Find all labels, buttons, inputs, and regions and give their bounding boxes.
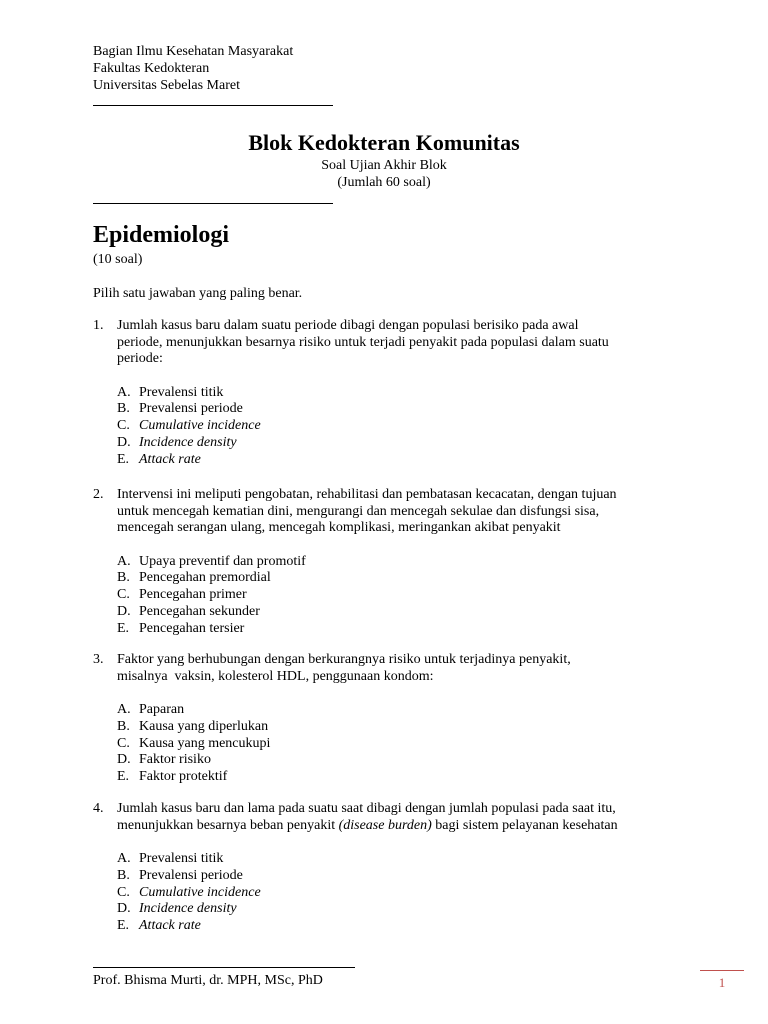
stem-line xyxy=(117,818,693,835)
question-total: (Jumlah 60 soal) xyxy=(337,175,431,190)
option-b xyxy=(117,401,673,418)
option-text: Pencegahan premordial xyxy=(139,570,271,586)
stem-line: periode, menunjukkan besarnya risiko untuk terjadi penyakit pada populasi dalam suatu xyxy=(117,334,609,350)
option-b xyxy=(117,570,673,587)
option-text: Incidence density xyxy=(139,901,237,917)
option-a xyxy=(117,851,693,868)
option-text: Prevalensi periode xyxy=(139,867,243,883)
title-divider xyxy=(93,203,333,204)
option-text: Upaya preventif dan promotif xyxy=(139,553,306,569)
option-a xyxy=(117,385,673,402)
section-heading: Epidemiologi xyxy=(93,222,230,248)
option-text: Pencegahan tersier xyxy=(139,620,245,636)
option-c xyxy=(117,418,673,435)
document-title: Blok Kedokteran Komunitas xyxy=(248,130,520,155)
footer-divider xyxy=(93,967,355,968)
question-1 xyxy=(93,318,673,468)
question-stem xyxy=(117,318,673,368)
stem-line: misalnya vaksin, kolesterol HDL, penggunaan kondom: xyxy=(117,668,434,684)
option-letter: D. xyxy=(117,752,131,768)
option-c xyxy=(117,736,673,753)
section-question-count: (10 soal) xyxy=(93,252,143,267)
option-letter: A. xyxy=(117,851,131,866)
header-department: Bagian Ilmu Kesehatan Masyarakat xyxy=(93,44,294,59)
stem-line: mencegah serangan ulang, mencegah komplikasi, meringankan akibat penyakit xyxy=(117,520,561,535)
option-text: Prevalensi periode xyxy=(139,401,243,417)
option-list xyxy=(117,702,673,786)
option-e xyxy=(117,918,693,935)
option-e xyxy=(117,621,673,638)
option-text: Prevalensi titik xyxy=(139,851,224,866)
option-letter: A. xyxy=(117,702,131,717)
option-letter: E. xyxy=(117,451,130,467)
option-e xyxy=(117,452,673,469)
option-text: Attack rate xyxy=(139,918,201,934)
option-letter: A. xyxy=(117,384,131,400)
option-letter: C. xyxy=(117,418,130,434)
option-text: Faktor protektif xyxy=(139,769,228,785)
option-letter: D. xyxy=(117,603,131,619)
header-university: Universitas Sebelas Maret xyxy=(93,78,240,93)
option-letter: C. xyxy=(117,884,130,900)
option-b xyxy=(117,719,673,736)
question-3 xyxy=(93,652,673,786)
exam-subtitle: Soal Ujian Akhir Blok xyxy=(321,158,447,173)
question-number: 3. xyxy=(93,652,104,667)
option-letter: E. xyxy=(117,769,130,785)
option-letter: D. xyxy=(117,434,131,450)
stem-term-italic: (disease burden) xyxy=(338,817,432,833)
question-4 xyxy=(93,801,693,935)
stem-text: bagi sistem pelayanan kesehatan xyxy=(431,817,618,833)
option-letter: D. xyxy=(117,901,131,917)
question-number: 1. xyxy=(93,318,104,333)
option-list xyxy=(117,385,673,469)
option-c xyxy=(117,587,673,604)
instruction-text: Pilih satu jawaban yang paling benar. xyxy=(93,286,303,301)
page-number-rule xyxy=(700,970,744,971)
footer-author: Prof. Bhisma Murti, dr. MPH, MSc, PhD xyxy=(93,973,323,988)
option-text: Cumulative incidence xyxy=(139,884,261,900)
option-letter: E. xyxy=(117,620,130,636)
question-2 xyxy=(93,487,673,637)
stem-line: periode: xyxy=(117,351,163,366)
question-stem xyxy=(117,652,673,685)
option-text: Prevalensi titik xyxy=(139,384,224,400)
option-text: Attack rate xyxy=(139,451,201,467)
option-e xyxy=(117,769,673,786)
stem-line: Jumlah kasus baru dalam suatu periode dibagi dengan populasi berisiko pada awal xyxy=(117,318,579,333)
option-list xyxy=(117,554,673,638)
option-d xyxy=(117,604,673,621)
option-letter: B. xyxy=(117,718,130,734)
option-letter: C. xyxy=(117,587,130,603)
question-number: 2. xyxy=(93,487,104,502)
option-letter: A. xyxy=(117,553,131,569)
option-text: Kausa yang mencukupi xyxy=(139,735,271,751)
option-text: Faktor risiko xyxy=(139,752,211,768)
question-stem xyxy=(117,487,673,537)
option-d xyxy=(117,435,673,452)
option-text: Incidence density xyxy=(139,434,237,450)
option-letter: C. xyxy=(117,735,130,751)
stem-line: Faktor yang berhubungan dengan berkurangnya risiko untuk terjadinya penyakit, xyxy=(117,652,571,667)
question-number: 4. xyxy=(93,801,104,816)
stem-line: untuk mencegah kematian dini, mengurangi dan mencegah sekulae dan disfungsi sisa, xyxy=(117,503,600,519)
option-d xyxy=(117,901,693,918)
option-letter: B. xyxy=(117,570,130,586)
option-text: Pencegahan sekunder xyxy=(139,603,260,619)
option-letter: E. xyxy=(117,918,130,934)
option-letter: B. xyxy=(117,401,130,417)
option-a xyxy=(117,702,673,719)
option-text: Paparan xyxy=(139,702,185,717)
header-divider xyxy=(93,105,333,106)
question-stem xyxy=(117,801,693,834)
option-list xyxy=(117,851,693,935)
option-text: Pencegahan primer xyxy=(139,587,247,603)
option-letter: B. xyxy=(117,867,130,883)
stem-line: Intervensi ini meliputi pengobatan, rehabilitasi dan pembatasan kecacatan, dengan tujuan xyxy=(117,487,617,502)
option-d xyxy=(117,752,673,769)
option-text: Cumulative incidence xyxy=(139,418,261,434)
header-faculty: Fakultas Kedokteran xyxy=(93,61,210,76)
option-a xyxy=(117,554,673,571)
stem-line: Jumlah kasus baru dan lama pada suatu saat dibagi dengan jumlah populasi pada saat itu, xyxy=(117,801,616,816)
page-number: 1 xyxy=(718,975,726,990)
stem-text: menunjukkan besarnya beban penyakit xyxy=(117,817,339,833)
option-text: Kausa yang diperlukan xyxy=(139,718,269,734)
option-c xyxy=(117,885,693,902)
option-b xyxy=(117,868,693,885)
